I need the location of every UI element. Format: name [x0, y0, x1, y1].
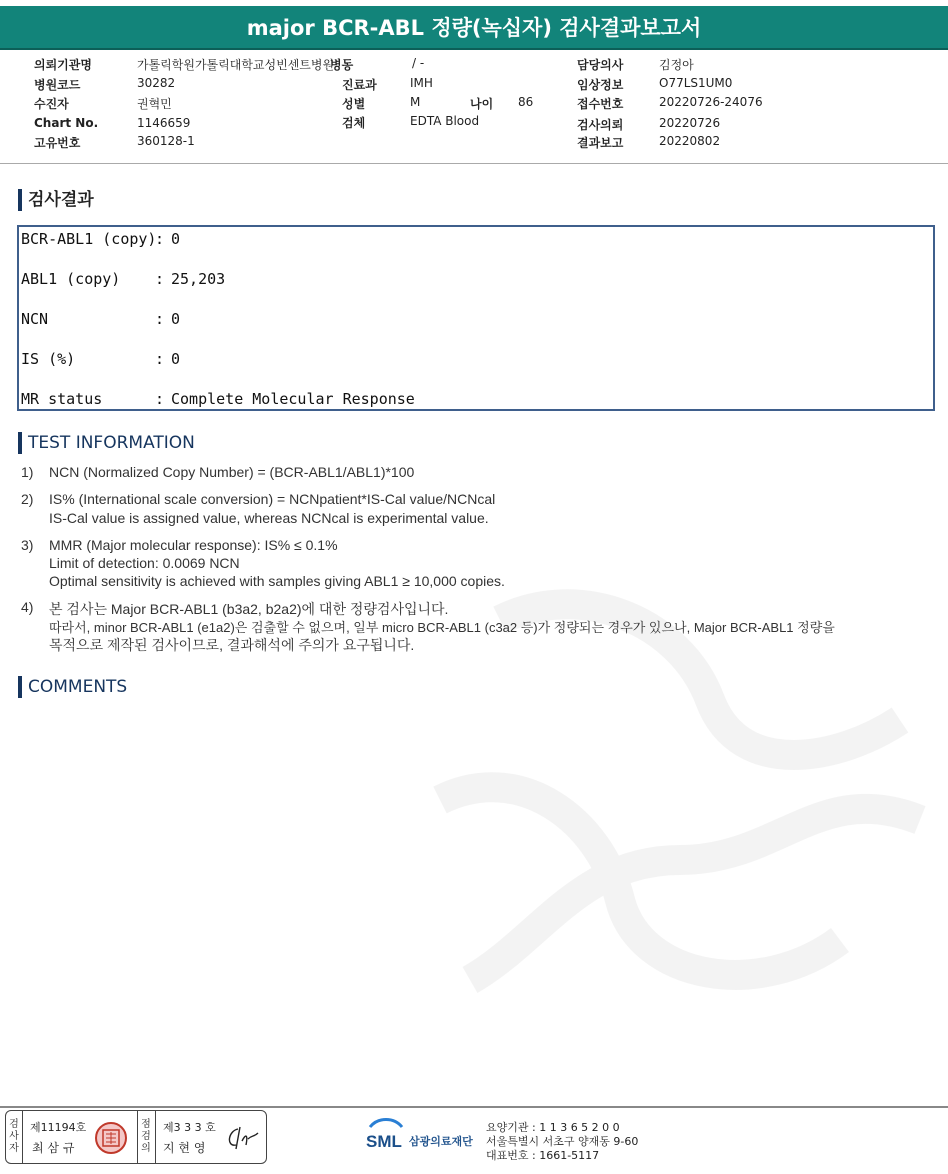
checker-label-char: 점 [141, 1119, 151, 1130]
test-info-line: Limit of detection: 0.0069 NCN [49, 555, 240, 571]
result-name-is: IS (%) [21, 350, 76, 368]
test-info-line: 따라서, minor BCR-ABL1 (e1a2)은 검출할 수 없으며, 일부 micro BCR-ABL1 (c3a2 등)가 정량되는 경우가 있으나, Major BCR-ABL1 정량을 [49, 620, 835, 635]
test-info-num: 1) [21, 464, 34, 480]
specimen-value: EDTA Blood [410, 114, 480, 128]
dept-label: 진료과 [342, 78, 377, 92]
dept-value: IMH [410, 76, 433, 90]
hospital-name-value: 가톨릭학원가톨릭대학교성빈센트병원 [137, 58, 335, 72]
request-date-value: 20220726 [659, 116, 721, 130]
checker-label-char: 검 [141, 1131, 151, 1142]
patient-value: 권혁민 [137, 97, 172, 111]
org-institution-code: 요양기관 : 1 1 3 6 5 2 0 0 [486, 1121, 620, 1134]
result-colon: : [155, 390, 165, 408]
hospital-code-label: 병원코드 [34, 78, 81, 92]
header-divider [0, 163, 948, 164]
watermark-logo [380, 560, 948, 1080]
patient-label: 수진자 [34, 97, 69, 111]
footer-divider [0, 1106, 948, 1108]
result-colon: : [155, 230, 165, 248]
sex-label: 성별 [342, 97, 366, 111]
signature-box [5, 1110, 267, 1164]
checker-label-char: 의 [141, 1143, 151, 1154]
doctor-value: 김정아 [659, 58, 694, 72]
results-section-title: 검사결과 [18, 189, 94, 211]
result-name-abl1: ABL1 (copy) [21, 270, 121, 288]
test-info-line: NCN (Normalized Copy Number) = (BCR-ABL1/ABL1)*100 [49, 464, 415, 480]
ward-value: / - [412, 56, 425, 70]
request-date-label: 검사의뢰 [577, 118, 624, 132]
unique-no-label: 고유번호 [34, 136, 81, 150]
clinical-info-value: O77LS1UM0 [659, 76, 733, 90]
chart-no-label: Chart No. [34, 116, 99, 130]
org-address: 서울특별시 서초구 양재동 9-60 [486, 1135, 639, 1148]
test-info-num: 2) [21, 491, 34, 507]
checker-name: 지 현 영 [163, 1141, 206, 1155]
test-info-line: 본 검사는 Major BCR-ABL1 (b3a2, b2a2)에 대한 정량검사입니다. [49, 601, 449, 617]
inspector-license-no: 제11194호 [30, 1121, 87, 1134]
test-info-line: MMR (Major molecular response): IS% ≤ 0.1% [49, 537, 338, 553]
unique-no-value: 360128-1 [137, 134, 195, 148]
age-value: 86 [518, 95, 534, 109]
comments-section-title: COMMENTS [18, 676, 127, 698]
doctor-label: 담당의사 [577, 58, 624, 72]
receipt-no-label: 접수번호 [577, 97, 624, 111]
org-name: 삼광의료재단 [409, 1135, 473, 1148]
test-info-num: 3) [21, 537, 34, 553]
receipt-no-value: 20220726-24076 [659, 95, 763, 109]
result-value-ncn: 0 [171, 310, 181, 328]
result-value-mr-status: Complete Molecular Response [171, 390, 415, 408]
clinical-info-label: 임상정보 [577, 78, 624, 92]
age-label: 나이 [470, 97, 494, 111]
specimen-label: 검체 [342, 116, 366, 130]
inspector-label-char: 사 [9, 1131, 19, 1142]
report-date-label: 결과보고 [577, 136, 624, 150]
result-colon: : [155, 270, 165, 288]
sex-value: M [410, 95, 421, 109]
report-title: major BCR-ABL 정량(녹십자) 검사결과보고서 [0, 6, 948, 50]
chart-no-value: 1146659 [137, 116, 191, 130]
hospital-name-label: 의뢰기관명 [34, 58, 92, 72]
test-info-num: 4) [21, 599, 34, 615]
seal-stamp-icon [94, 1121, 128, 1155]
test-info-section-title: TEST INFORMATION [18, 432, 195, 454]
result-name-bcr-abl1: BCR-ABL1 (copy) [21, 230, 157, 248]
test-info-line: IS% (International scale conversion) = NCNpatient*IS-Cal value/NCNcal [49, 491, 496, 507]
result-colon: : [155, 350, 165, 368]
test-info-line: 목적으로 제작된 검사이므로, 결과해석에 주의가 요구됩니다. [49, 637, 415, 653]
result-name-mr-status: MR status [21, 390, 103, 408]
inspector-label-char: 검 [9, 1119, 19, 1130]
result-colon: : [155, 310, 165, 328]
inspector-name: 최 삼 규 [32, 1141, 75, 1155]
inspector-label-char: 자 [9, 1143, 19, 1154]
report-date-value: 20220802 [659, 134, 721, 148]
ward-label: 병동 [330, 58, 354, 72]
result-value-is: 0 [171, 350, 181, 368]
test-info-line: Optimal sensitivity is achieved with samples giving ABL1 ≥ 10,000 copies. [49, 573, 505, 589]
org-phone: 대표번호 : 1661-5117 [486, 1149, 600, 1162]
logo-text: SML [366, 1132, 402, 1151]
signature-icon [224, 1123, 262, 1153]
hospital-code-value: 30282 [137, 76, 176, 90]
test-info-line: IS-Cal value is assigned value, whereas NCNcal is experimental value. [49, 510, 489, 526]
result-value-abl1: 25,203 [171, 270, 226, 288]
result-name-ncn: NCN [21, 310, 49, 328]
sml-logo-icon [364, 1117, 408, 1153]
result-value-bcr-abl1: 0 [171, 230, 181, 248]
checker-license-no: 제3 3 3 호 [163, 1121, 216, 1134]
